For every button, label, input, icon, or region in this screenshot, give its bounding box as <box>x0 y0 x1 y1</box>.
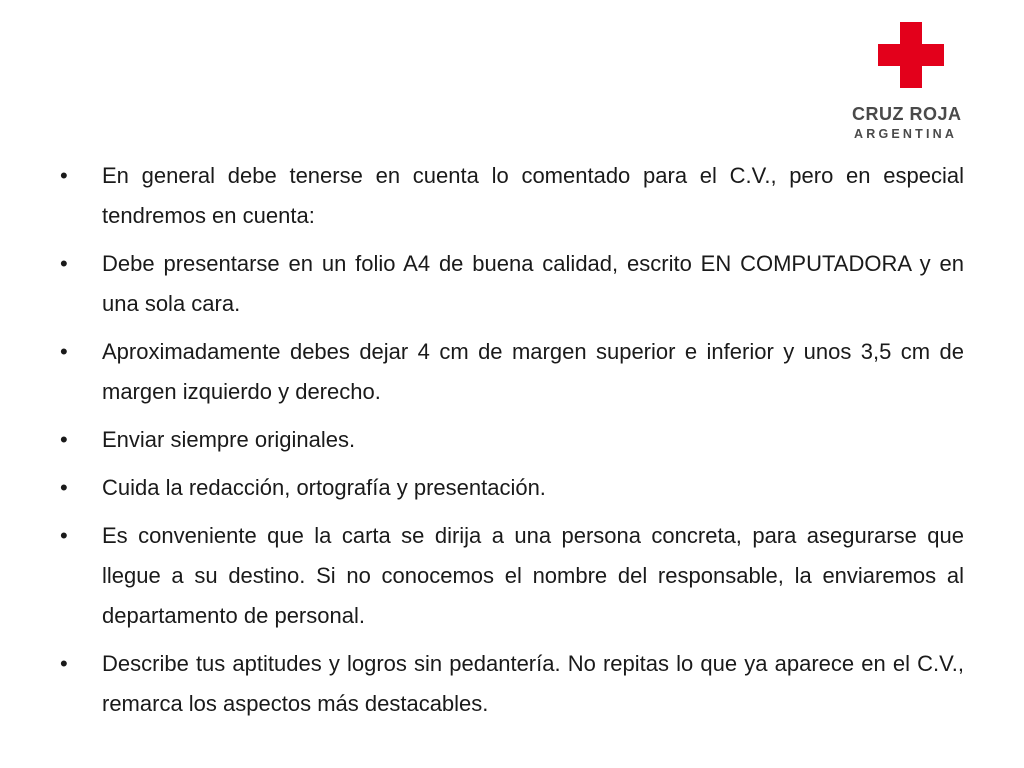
bullet-icon: • <box>60 339 68 364</box>
logo-name: CRUZ ROJA <box>852 104 962 124</box>
bullet-item <box>60 644 964 724</box>
bullet-icon: • <box>60 651 68 676</box>
bullet-text: Es conveniente que la carta se dirija a una persona concreta, para asegurarse que llegue a su destino. Si no conocemos el nombre del responsable, la enviaremos al departamento de personal. <box>102 523 964 628</box>
bullet-list <box>60 156 964 732</box>
bullet-text: En general debe tenerse en cuenta lo comentado para el C.V., pero en especial tendremos en cuenta: <box>102 163 964 228</box>
bullet-item <box>60 420 964 460</box>
bullet-item <box>60 468 964 508</box>
bullet-text: Enviar siempre originales. <box>102 427 356 452</box>
bullet-text: Aproximadamente debes dejar 4 cm de margen superior e inferior y unos 3,5 cm de margen izquierdo y derecho. <box>102 339 964 404</box>
logo-country: ARGENTINA <box>854 127 958 141</box>
bullet-item <box>60 332 964 412</box>
bullet-text: Describe tus aptitudes y logros sin pedantería. No repitas lo que ya aparece en el C.V., remarca los aspectos más destacables. <box>102 651 964 716</box>
red-cross-icon <box>878 22 944 88</box>
bullet-text: Cuida la redacción, ortografía y presentación. <box>102 475 546 500</box>
bullet-icon: • <box>60 251 68 276</box>
bullet-icon: • <box>60 475 68 500</box>
bullet-icon: • <box>60 163 68 188</box>
bullet-icon: • <box>60 523 68 548</box>
cruz-roja-logo <box>848 18 976 148</box>
bullet-item <box>60 516 964 636</box>
bullet-icon: • <box>60 427 68 452</box>
bullet-item <box>60 156 964 236</box>
bullet-text: Debe presentarse en un folio A4 de buena calidad, escrito EN COMPUTADORA y en una sola cara. <box>102 251 964 316</box>
bullet-item <box>60 244 964 324</box>
